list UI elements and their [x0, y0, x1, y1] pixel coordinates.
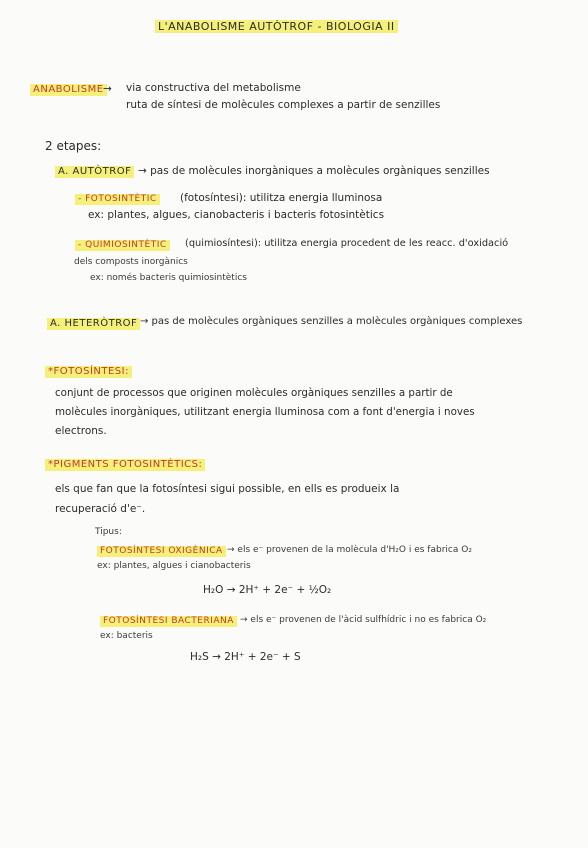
- pigments-line1: els que fan que la fotosíntesi sigui possible, en ells es produeix la: [55, 483, 400, 495]
- heterotrof-text: → pas de molècules orgàniques senzilles a molècules orgàniques complexes: [140, 316, 523, 327]
- anabolisme-term: ANABOLISME: [30, 84, 107, 96]
- bacteriana-equation: H₂S → 2H⁺ + 2e⁻ + S: [190, 651, 301, 663]
- tipus-label: Tipus:: [95, 527, 122, 537]
- oxigenica-term: FOTOSÍNTESI OXIGÈNICA: [97, 546, 226, 557]
- oxigenica-rest: → els e⁻ provenen de la molècula d'H₂O i es fabrica O₂: [227, 545, 472, 555]
- fotosintetic-example: ex: plantes, algues, cianobacteris i bacteris fotosintètics: [88, 209, 385, 221]
- oxigenica-equation: H₂O → 2H⁺ + 2e⁻ + ½O₂: [203, 584, 332, 596]
- fotosintesi-line2: molècules inorgàniques, utilitzant energia lluminosa com a font d'energia i noves: [55, 406, 475, 418]
- pigments-line2: recuperació d'e⁻.: [55, 503, 146, 515]
- fotosintesi-line3: electrons.: [55, 425, 107, 437]
- autotrof-label: A. AUTÒTROF: [55, 166, 134, 178]
- oxigenica-example: ex: plantes, algues i cianobacteris: [97, 561, 251, 571]
- quimiosintetic-term: - QUIMIOSINTÈTIC: [75, 240, 170, 251]
- bacteriana-term: FOTOSÍNTESI BACTERIANA: [100, 616, 237, 627]
- etapes-heading: 2 etapes:: [45, 139, 102, 153]
- quimiosintetic-rest: (quimiosíntesi): utilitza energia procedent de les reacc. d'oxidació: [185, 238, 509, 249]
- fotosintetic-term: - FOTOSINTÈTIC: [75, 194, 160, 205]
- pigments-heading: *PIGMENTS FOTOSINTÈTICS:: [45, 459, 205, 471]
- bacteriana-rest: → els e⁻ provenen de l'àcid sulfhídric i no es fabrica O₂: [240, 615, 487, 625]
- heterotrof-label: A. HETERÒTROF: [47, 318, 140, 330]
- fotosintesi-line1: conjunt de processos que originen molècules orgàniques senzilles a partir de: [55, 387, 453, 399]
- anabolisme-line2: ruta de síntesi de molècules complexes a partir de senzilles: [126, 99, 441, 111]
- page-title: L'ANABOLISME AUTÒTROF - BIOLOGIA II: [155, 20, 398, 33]
- bacteriana-example: ex: bacteris: [100, 631, 153, 641]
- quimiosintetic-example: ex: només bacteris quimiosintètics: [90, 273, 247, 283]
- quimiosintetic-rest2: dels composts inorgànics: [74, 257, 188, 267]
- anabolisme-arrow: →: [103, 83, 112, 95]
- anabolisme-line1: via constructiva del metabolisme: [126, 82, 301, 94]
- fotosintetic-rest: (fotosíntesi): utilitza energia lluminosa: [180, 192, 383, 204]
- fotosintesi-heading: *FOTOSÍNTESI:: [45, 366, 132, 378]
- autotrof-text: → pas de molècules inorgàniques a molècules orgàniques senzilles: [138, 165, 490, 177]
